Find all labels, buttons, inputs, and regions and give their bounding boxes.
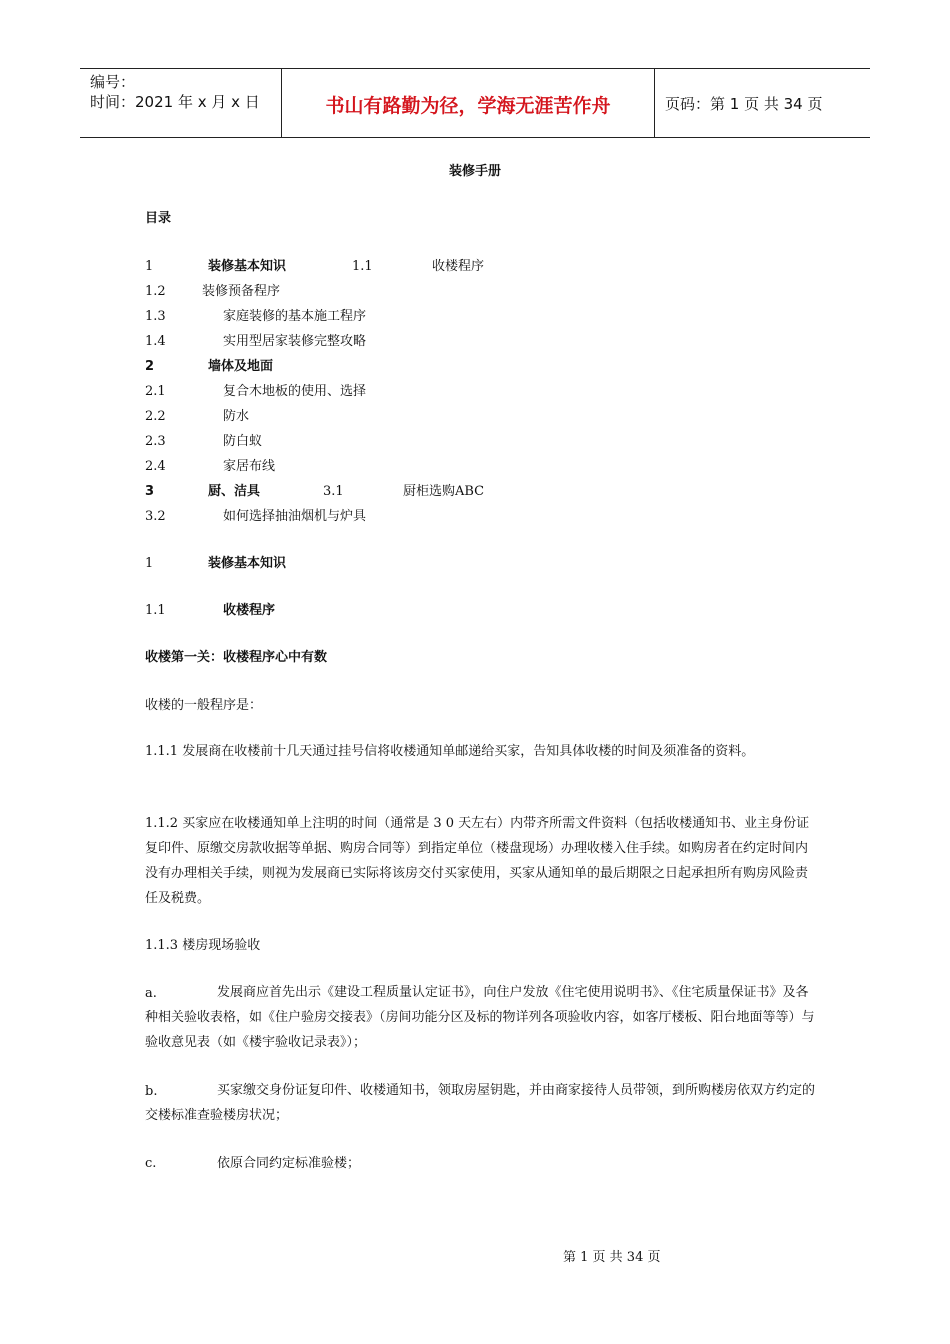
toc-number: 2.1 <box>145 384 166 399</box>
toc-title: 防白蚁 <box>223 434 263 449</box>
toc-title: 厨柜选购ABC <box>403 484 485 499</box>
list-marker: b. <box>145 1084 158 1099</box>
body-text: 收楼的一般程序是： <box>145 698 263 713</box>
toc-title: 如何选择抽油烟机与炉具 <box>223 509 367 524</box>
body-paragraph: 1.1.1 发展商在收楼前十几天通过挂号信将收楼通知单邮递给买家，告知具体收楼的时间及须准备的资料。 <box>145 744 755 759</box>
list-marker: c. <box>145 1156 157 1171</box>
toc-number: 2.2 <box>145 409 166 424</box>
toc-number: 2 <box>145 359 155 374</box>
section-heading: 收楼程序 <box>223 603 276 618</box>
toc-title: 收楼程序 <box>432 259 485 274</box>
header-page-label: 页码：第 1 页 共 34 页 <box>665 95 823 113</box>
list-item: 依原合同约定标准验楼； <box>217 1156 361 1171</box>
toc-title: 厨、洁具 <box>208 484 261 499</box>
toc-number: 2.3 <box>145 434 166 449</box>
toc-number: 1.3 <box>145 309 166 324</box>
toc-title: 家居布线 <box>223 459 276 474</box>
toc-title: 防水 <box>223 409 250 424</box>
toc-number: 1.4 <box>145 334 166 349</box>
document-title: 装修手册 <box>448 164 501 179</box>
toc-title: 家庭装修的基本施工程序 <box>223 309 367 324</box>
list-item: 买家缴交身份证复印件、收楼通知书，领取房屋钥匙，并由商家接待人员带领，到所购楼房依双方约定的交楼标准查验楼房状况； <box>145 1083 816 1123</box>
toc-number: 1.2 <box>145 284 166 299</box>
document-header <box>80 68 870 138</box>
section-number: 1 <box>145 556 154 571</box>
toc-title: 墙体及地面 <box>208 359 274 374</box>
toc-number: 3 <box>145 484 155 499</box>
header-divider <box>654 69 655 137</box>
body-paragraph: 1.1.2 买家应在收楼通知单上注明的时间（通常是 3 0 天左右）内带齐所需文件资料（包括收楼通知书、业主身份证复印件、原缴交房款收据等单据、购房合同等）到指定单位（楼盘现场）办理收楼入住手续。如购房者在约定时间内没有办理相关手续，则视为发展商已实际将该房交付买家使用，买家从通知单的最后期限之日起承担所有购房风险责任及税费。 <box>145 816 810 906</box>
document-date-label: 时间：2021 年 x 月 x 日 <box>90 93 260 111</box>
toc-title: 装修预备程序 <box>202 284 281 299</box>
list-marker: a. <box>145 986 157 1001</box>
toc-number: 3.2 <box>145 509 166 524</box>
page-footer: 第 1 页 共 34 页 <box>563 1250 661 1265</box>
toc-number: 1.1 <box>352 259 373 274</box>
toc-number: 3.1 <box>323 484 344 499</box>
section-number: 1.1 <box>145 603 166 618</box>
body-paragraph: 1.1.3 楼房现场验收 <box>145 938 261 953</box>
list-item: 发展商应首先出示《建设工程质量认定证书》，向住户发放《住宅使用说明书》、《住宅质量保证书》及各种相关验收表格，如《住户验房交接表》（房间功能分区及标的物详列各项验收内容，如客厅楼板、阳台地面等等）与验收意见表（如《楼宇验收记录表》）； <box>145 985 815 1050</box>
section-heading: 装修基本知识 <box>208 556 287 571</box>
toc-number: 1 <box>145 259 154 274</box>
toc-heading: 目录 <box>145 211 172 226</box>
header-motto: 书山有路勤为径，学海无涯苦作舟 <box>325 95 611 117</box>
toc-title: 实用型居家装修完整攻略 <box>223 334 367 349</box>
subsection-heading: 收楼第一关：收楼程序心中有数 <box>145 650 328 665</box>
toc-title: 复合木地板的使用、选择 <box>223 384 367 399</box>
toc-number: 2.4 <box>145 459 166 474</box>
document-number-label: 编号： <box>90 73 136 91</box>
toc-title: 装修基本知识 <box>208 259 287 274</box>
